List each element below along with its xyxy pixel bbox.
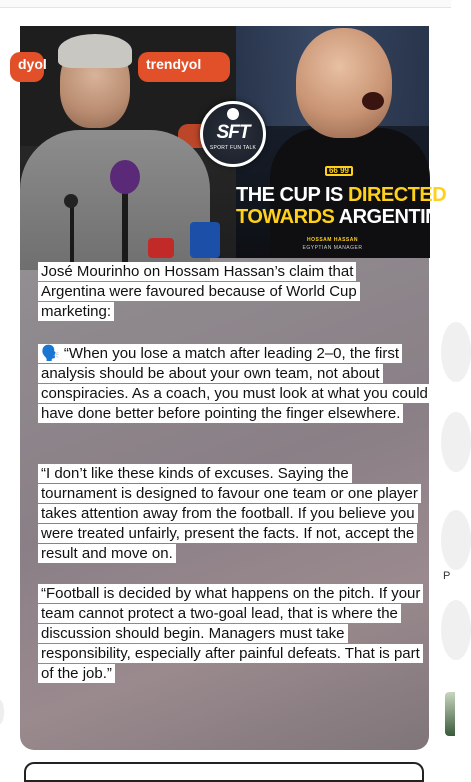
post-paragraph: “I don’t like these kinds of excuses. Saying the tournament is designed to favour one team or one player takes attention away from the football. If you believe you were treated unfairly, present the facts. If not, accept the result and move on.	[38, 464, 421, 563]
sidebar-partial-text: P	[443, 570, 451, 582]
headline-line-1	[236, 184, 447, 207]
quote-badge-icon: 66 99	[325, 166, 353, 176]
sidebar-avatar[interactable]	[441, 510, 471, 570]
headline-accent: TOWARDS	[236, 206, 335, 228]
caption-role: EGYPTIAN MANAGER	[302, 245, 363, 251]
headline-line-2	[236, 206, 459, 229]
logo-subtext: SPORT FUN TALK	[209, 145, 257, 151]
logo-text: SFT	[216, 122, 250, 143]
caption-name: HOSSAM HASSAN	[307, 237, 358, 243]
sft-logo	[200, 101, 266, 167]
post-paragraph: 🗣️ “When you lose a match after leading 2–0, the first analysis should be about your own team, not about conspiracies. As a coach, you must look at what you could have done better before pointing the finger elsewhere.	[38, 344, 431, 423]
sidebar-avatar[interactable]	[441, 412, 471, 472]
soccer-ball-icon	[227, 108, 239, 120]
headline-part: THE CUP IS	[236, 184, 348, 206]
sidebar-thumbnail[interactable]	[445, 692, 455, 736]
mic-1	[64, 194, 78, 208]
hassan-head	[296, 28, 392, 138]
sidebar-avatar[interactable]	[441, 322, 471, 382]
sponsor-logo: trendyol	[138, 52, 230, 82]
post-paragraph: José Mourinho on Hossam Hassan’s claim that Argentina were favoured because of World Cup marketing:	[38, 262, 360, 321]
mourinho-hair	[58, 34, 132, 68]
quote-paragraph-3	[38, 584, 428, 684]
post-card[interactable]	[18, 26, 459, 750]
mic-2	[110, 160, 140, 194]
mic-stand-1	[70, 204, 74, 264]
mic-4	[148, 238, 174, 258]
sponsor-logo-partial: dyol	[10, 52, 44, 82]
left-edge-control[interactable]	[0, 700, 4, 724]
headline-part: ARGENTINA.	[334, 206, 459, 228]
mic-stand-2	[122, 184, 128, 264]
shouting-mouth	[362, 92, 384, 110]
quote-paragraph-1	[38, 344, 428, 424]
top-divider	[0, 0, 451, 8]
next-post-card[interactable]	[24, 762, 424, 782]
mic-3	[190, 222, 220, 258]
post-paragraph: “Football is decided by what happens on the pitch. If your team cannot protect a two-goal lead, that is where the discussion should begin. Managers must take responsibility, especially after painful defeats. That is part of the job.”	[38, 584, 423, 683]
headline-accent: DIRECTED	[347, 184, 447, 206]
grey-sweater	[20, 130, 210, 270]
sidebar-avatar[interactable]	[441, 600, 471, 660]
post-intro	[38, 262, 408, 322]
quote-paragraph-2	[38, 464, 428, 564]
